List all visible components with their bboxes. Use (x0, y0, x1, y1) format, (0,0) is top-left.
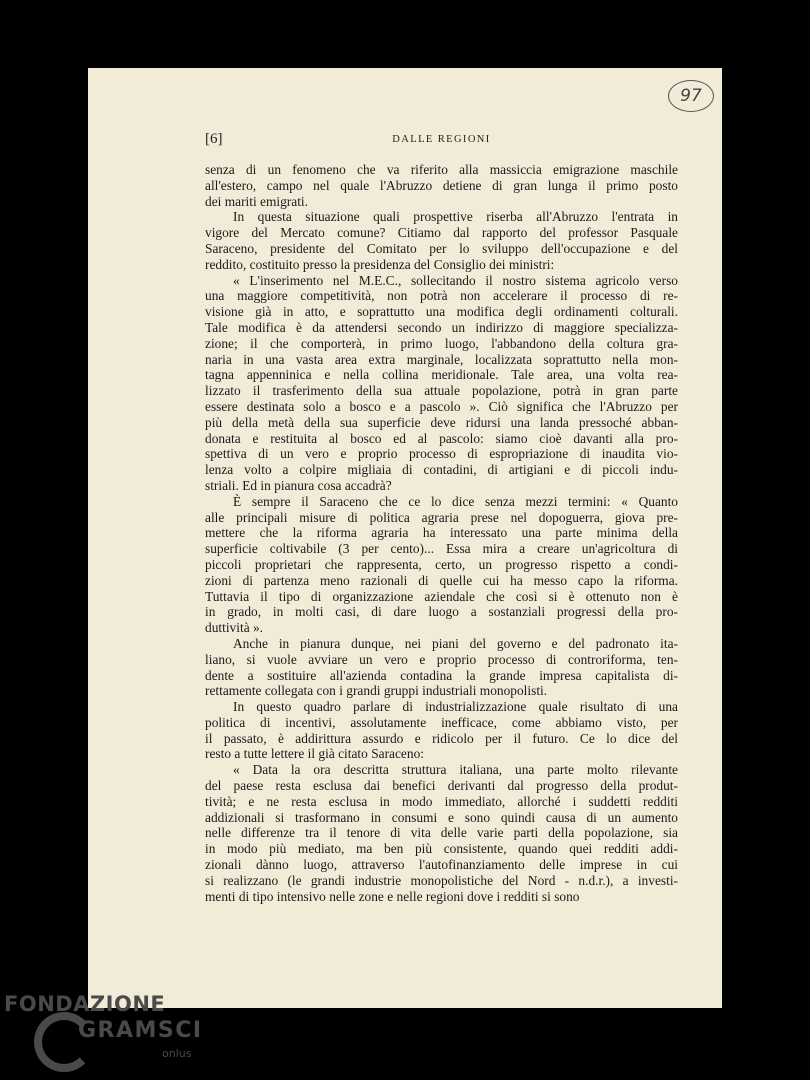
text-line: mettere che la riforma agraria ha interessato una parte minima della (205, 525, 678, 541)
text-line: naria in una vasta area extra marginale, localizzata soprattutto nella mon- (205, 351, 678, 367)
text-line: liano, si vuole avviare un vero e proprio processo di controriforma, ten- (205, 651, 678, 667)
text-line: piccoli proprietari che rappresenta, certo, un progresso rispetto a condi- (205, 556, 678, 572)
text-line: vigore del Mercato comune? Citiamo dal rapporto del professor Pasquale (205, 225, 678, 241)
logo-line-1: FONDAZIONE (4, 992, 166, 1016)
text-line: più della metà della sua superficie deve ridursi una landa pressoché abban- (205, 414, 678, 430)
text-line: visione già in atto, e soprattutto una modifica degli ordinamenti colturali. (205, 304, 678, 320)
text-line: resto a tutte lettere il già citato Saraceno: (205, 746, 424, 762)
text-line: spettiva di un vero e proprio processo di espropriazione di inaudita vio- (205, 446, 678, 462)
text-line: del paese resta esclusa dai benefici derivanti dal progresso della produt- (205, 778, 678, 794)
text-line: È sempre il Saraceno che ce lo dice senza mezzi termini: « Quanto (233, 493, 678, 509)
text-line: Saraceno, presidente del Comitato per lo sviluppo dell'occupazione e del (205, 240, 678, 256)
text-line: duttività ». (205, 620, 264, 636)
text-line: zioni di partenza meno razionali di quelle cui ha messo capo la riforma. (205, 572, 678, 588)
text-line: politica di incentivi, assolutamente inefficace, come abbiamo visto, per (205, 714, 678, 730)
text-line: tagna appenninica e nella collina meridionale. Tale area, una volta rea- (205, 367, 678, 383)
text-line: tività; e ne resta esclusa in modo immediato, allorché i suddetti redditi (205, 793, 678, 809)
text-line: In questa situazione quali prospettive riserba all'Abruzzo l'entrata in (233, 209, 678, 225)
fondazione-gramsci-logo (4, 992, 204, 1072)
running-title: DALLE REGIONI (392, 134, 491, 145)
text-line: all'estero, campo nel quale l'Abruzzo detiene di gran lunga il primo posto (205, 177, 678, 193)
text-line: una maggiore competitività, non potrà non accelerare il processo di re- (205, 288, 678, 304)
text-line: Tuttavia il tipo di organizzazione aziendale che così si è ottenuto non è (205, 588, 678, 604)
text-line: il passato, è addirittura assurdo e ridicolo per il futuro. Ce lo dice del (205, 730, 678, 746)
page-number: [6] (205, 131, 223, 147)
text-line: dei mariti emigrati. (205, 193, 308, 209)
text-line: dente a sostituire all'azienda contadina la grande impresa capitalista di- (205, 667, 678, 683)
text-line: in modo più mediato, ma ben più consistente, quando quei redditi addi- (205, 841, 678, 857)
logo-line-2: GRAMSCI (78, 1018, 203, 1043)
text-line: lizzato il trasferimento della sua attuale popolazione, potrà in gran parte (205, 383, 678, 399)
text-line: nelle differenze tra il tenore di vita delle varie parti della popolazione, sia (205, 825, 678, 841)
text-line: reddito, costituito presso la presidenza del Consiglio dei ministri: (205, 256, 555, 272)
text-line: Tale modifica è da attendersi secondo un indirizzo di maggiore specializza- (205, 319, 678, 335)
text-line: rettamente collegata con i grandi gruppi industriali monopolisti. (205, 683, 548, 699)
document-body (205, 162, 678, 904)
text-line: Anche in pianura dunque, nei piani del governo e del padronato ita- (233, 635, 678, 651)
text-line: lenza volto a colpire migliaia di contadini, di artigiani e di piccoli indu- (205, 462, 678, 478)
page-header (205, 131, 678, 151)
text-line: In questo quadro parlare di industrializzazione quale risultato di una (233, 699, 678, 715)
text-line: essere destinata solo a bosco e a pascolo ». Ciò significa che l'Abruzzo per (205, 398, 678, 414)
logo-line-3: onlus (162, 1047, 192, 1060)
text-line: menti di tipo intensivo nelle zone e nelle regioni dove i redditi si sono (205, 888, 580, 904)
text-line: superficie coltivabile (3 per cento)... Essa mira a creare un'agricoltura di (205, 541, 678, 557)
text-line: senza di un fenomeno che va riferito alla massiccia emigrazione maschile (205, 162, 678, 177)
text-line: donata e restituita al bosco ed al pascolo: siamo cioè davanti alla pro- (205, 430, 678, 446)
text-line: zionali dànno luogo, attraverso l'autofinanziamento delle imprese in cui (205, 857, 678, 873)
text-line: addizionali si trasformano in consumi e sono quindi causa di un aumento (205, 809, 678, 825)
text-line: zione; il che comporterà, in primo luogo, l'abbandono della coltura gra- (205, 335, 678, 351)
text-line: striali. Ed in pianura cosa accadrà? (205, 477, 392, 493)
text-line: alle principali misure di politica agraria prese nel dopoguerra, giova pre- (205, 509, 678, 525)
text-line: in grado, in molti casi, di dare luogo a sostanziali progressi della pro- (205, 604, 678, 620)
text-line: « L'inserimento nel M.E.C., sollecitando il nostro sistema agricolo verso (233, 272, 678, 288)
text-line: si realizzano (le grandi industrie monopolistiche del Nord - n.d.r.), a investi- (205, 872, 678, 888)
text-line: « Data la ora descritta struttura italiana, una parte molto rilevante (233, 762, 678, 778)
page-stamp-number: 97 (668, 80, 714, 112)
